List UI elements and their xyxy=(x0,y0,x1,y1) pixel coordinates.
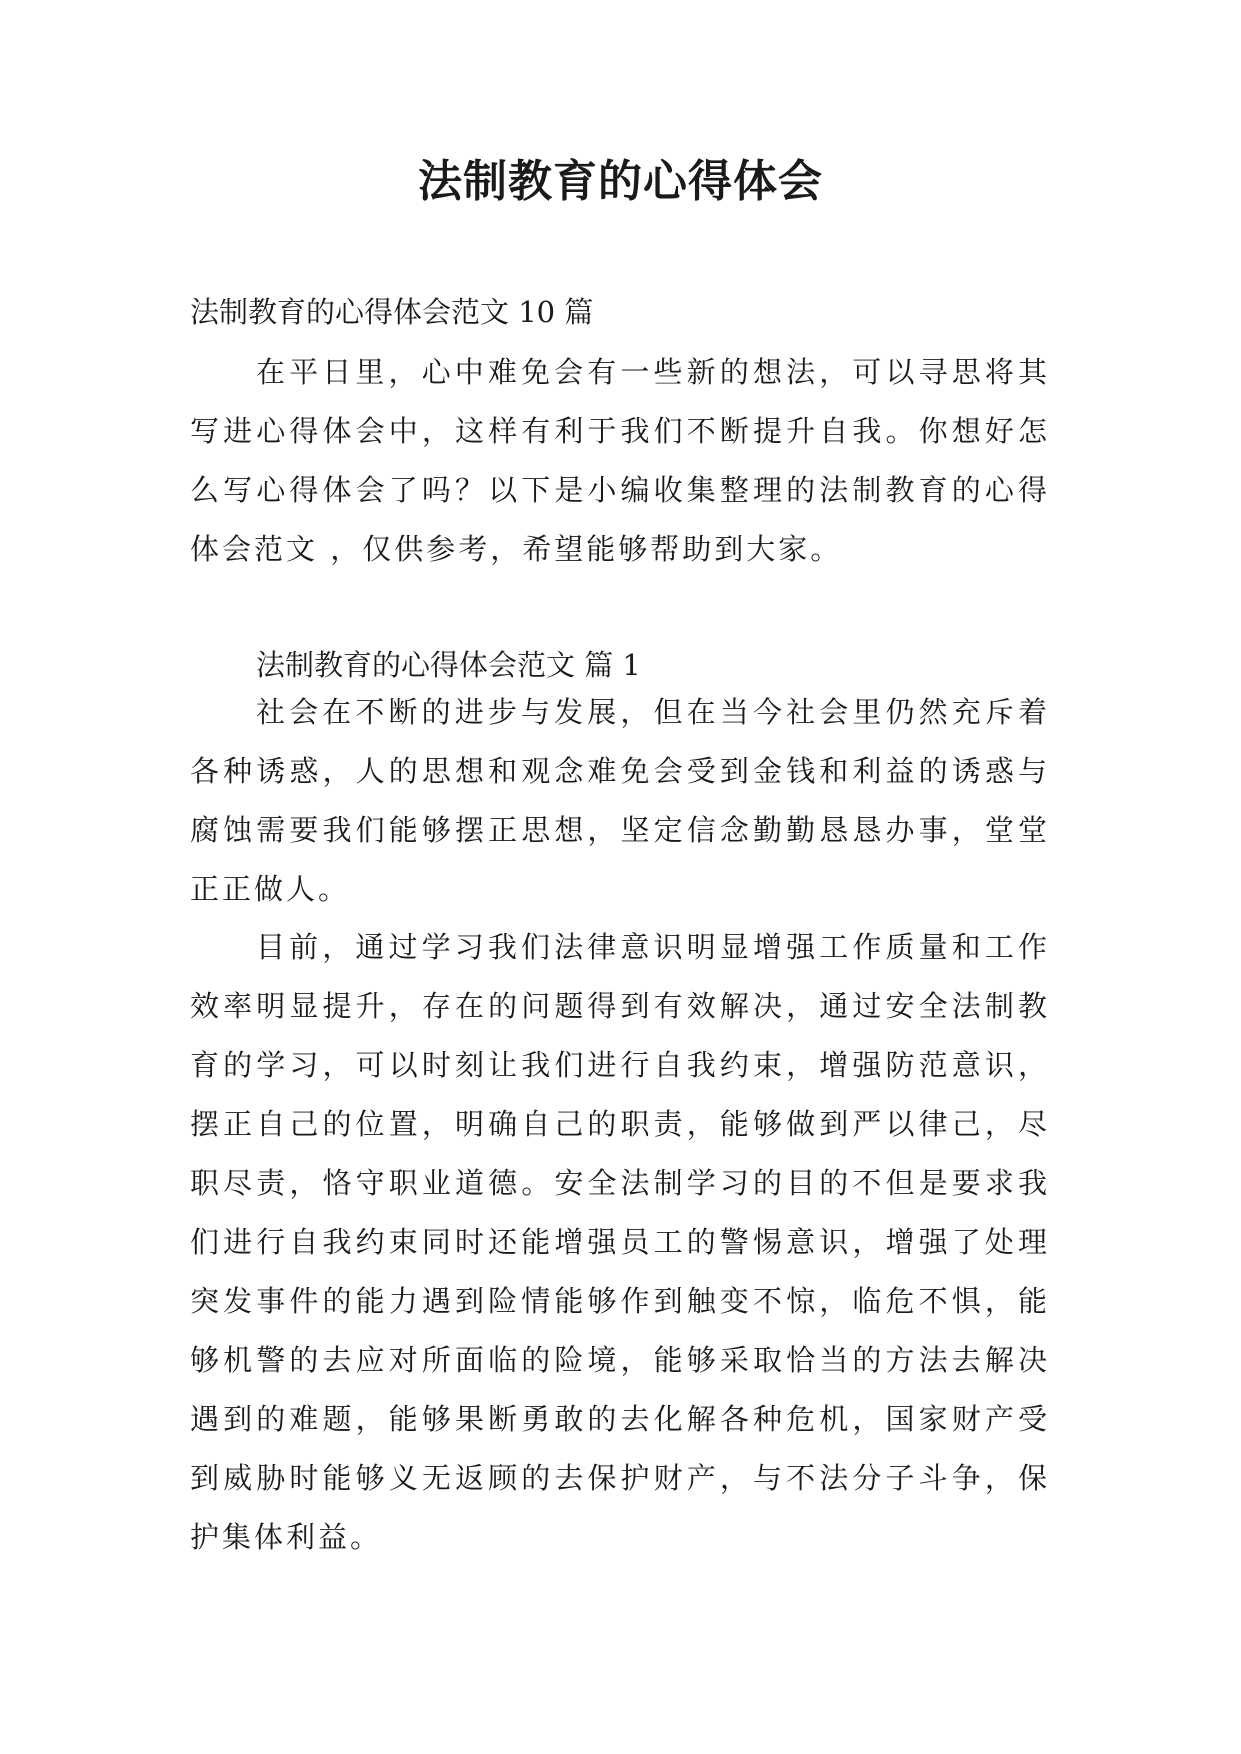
document-title: 法制教育的心得体会 xyxy=(418,156,823,207)
intro-paragraph: 在平日里，心中难免会有一些新的想法，可以寻思将其写进心得体会中，这样有利于我们不断提升自我。你想好怎么写心得体会了吗？以下是小编收集整理的法制教育的心得体会范文 ，仅供参考，希望能够帮助到大家。 xyxy=(190,355,1050,566)
section-paragraph: 目前，通过学习我们法律意识明显增强工作质量和工作效率明显提升，存在的问题得到有效解决，通过安全法制教育的学习，可以时刻让我们进行自我约束，增强防范意识，摆正自己的位置，明确自己的职责，能够做到严以律己，尽职尽责，恪守职业道德。安全法制学习的目的不但是要求我们进行自我约束同时还能增强员工的警惕意识，增强了处理突发事件的能力遇到险情能够作到触变不惊，临危不惧，能够机警的去应对所面临的险境，能够采取恰当的方法去解决遇到的难题，能够果断勇敢的去化解各种危机，国家财产受到威胁时能够义无返顾的去保护财产，与不法分子斗争，保护集体利益。 xyxy=(190,930,1050,1554)
section-heading: 法制教育的心得体会范文 篇 1 xyxy=(256,648,641,682)
document-subtitle: 法制教育的心得体会范文 10 篇 xyxy=(190,295,594,329)
section-paragraph: 社会在不断的进步与发展，但在当今社会里仍然充斥着各种诱惑，人的思想和观念难免会受到金钱和利益的诱惑与腐蚀需要我们能够摆正思想，坚定信念勤勤恳恳办事，堂堂正正做人。 xyxy=(190,695,1050,906)
